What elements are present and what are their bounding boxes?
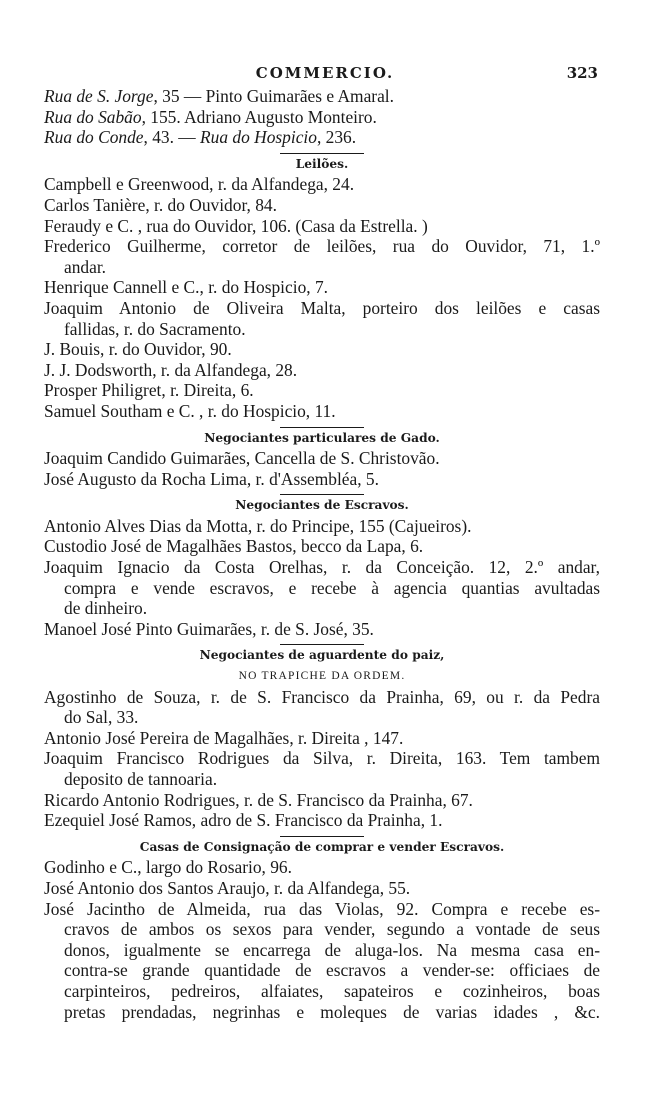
running-head — [0, 62, 650, 84]
entry-line: Ricardo Antonio Rodrigues, r. de S. Francisco da Prainha, 67. — [44, 789, 473, 810]
street-name: Rua do Sabão — [44, 106, 142, 127]
entry-line: Feraudy e C. , rua do Ouvidor, 106. (Casa da Estrella. ) — [44, 215, 428, 236]
entry-continuation: deposito de tannoaria. — [64, 769, 218, 789]
entry-continuation: carpinteiros, pedreiros, alfaiates, sapateiros e cozinheiros, boas — [64, 980, 600, 1001]
entry-line: Joaquim Ignacio da Costa Orelhas, r. da Conceição. 12, 2.º andar, — [44, 557, 600, 578]
entry-line: Agostinho de Souza, r. de S. Francisco da Prainha, 69, ou r. da Pedra — [44, 686, 600, 707]
address-line — [44, 86, 600, 107]
street-name: Rua de S. Jorge — [44, 86, 154, 106]
entry-continuation: cravos de ambos os sexos para vender, segundo a vontade de seus — [64, 919, 600, 940]
address-detail: , 155. Adriano Augusto Monteiro. — [141, 106, 377, 127]
entry-continuation: compra e vende escravos, e recebe à agencia quantias avultadas — [64, 577, 600, 598]
running-title: COMMERCIO. — [255, 64, 395, 82]
entry-line: Joaquim Francisco Rodrigues da Silva, r. Direita, 163. Tem tambem — [44, 748, 600, 769]
sections — [44, 154, 600, 1022]
entry-continuation: fallidas, r. do Sacramento. — [64, 318, 246, 339]
section-title: Negociantes particulares de Gado. — [204, 430, 440, 445]
street-name: Rua do Conde — [44, 127, 144, 148]
entry-line: José Jacintho de Almeida, rua das Violas, 92. Compra e recebe es- — [44, 898, 600, 919]
entry-line: J. Bouis, r. do Ouvidor, 90. — [44, 339, 232, 360]
entry-line: Carlos Tanière, r. do Ouvidor, 84. — [44, 194, 277, 215]
section-title: Negociantes de Escravos. — [235, 498, 409, 513]
entry-continuation: andar. — [64, 256, 107, 277]
address-line — [44, 107, 600, 128]
entry-line: Godinho e C., largo do Rosario, 96. — [44, 857, 292, 878]
section-title: Leilões. — [295, 156, 349, 171]
entry-line: José Antonio dos Santos Araujo, r. da Alfandega, 55. — [44, 877, 411, 898]
entry-line: J. J. Dodsworth, r. da Alfandega, 28. — [44, 359, 298, 380]
address-line — [44, 127, 600, 148]
body-text — [44, 86, 600, 1022]
entry-line: Ezequiel José Ramos, adro de S. Francisco da Prainha, 1. — [44, 810, 443, 831]
entry-line: Manoel José Pinto Guimarães, r. de S. José, 35. — [44, 618, 374, 639]
entry-line: Antonio José Pereira de Magalhães, r. Direita , 147. — [44, 727, 404, 748]
entry-line: Henrique Cannell e C., r. do Hospicio, 7. — [44, 277, 328, 298]
entry-continuation: do Sal, 33. — [64, 707, 139, 728]
entry-line: Joaquim Antonio de Oliveira Malta, porteiro dos leilões e casas — [44, 297, 600, 318]
section-title: Casas de Consignação de comprar e vender Escravos. — [139, 839, 505, 854]
entry-continuation: donos, igualmente se encarrega de aluga-los. Na mesma casa en- — [64, 939, 600, 960]
entry-line: Samuel Southam e C. , r. do Hospicio, 11. — [44, 400, 336, 421]
address-detail: , 236. — [316, 127, 357, 148]
entry-line: José Augusto da Rocha Lima, r. d'Assembléa, 5. — [44, 468, 379, 489]
address-detail: , 35 — Pinto Guimarães e Amaral. — [153, 86, 394, 106]
entry-line: Custodio José de Magalhães Bastos, becco da Lapa, 6. — [44, 536, 424, 557]
entry-line: Antonio Alves Dias da Motta, r. do Principe, 155 (Cajueiros). — [44, 515, 472, 536]
page-number: 323 — [566, 64, 598, 82]
section-title: Negociantes de aguardente do paiz, — [199, 648, 445, 663]
entry-continuation: de dinheiro. — [64, 598, 148, 619]
section-subtitle: NO TRAPICHE DA ORDEM. — [238, 670, 406, 683]
entry-line: Joaquim Candido Guimarães, Cancella de S. Christovão. — [44, 448, 440, 469]
entry-line: Frederico Guilherme, corretor de leilões, rua do Ouvidor, 71, 1.º — [44, 236, 600, 257]
entry-line: Campbell e Greenwood, r. da Alfandega, 24. — [44, 174, 355, 195]
street-name: Rua do Hospicio — [200, 127, 317, 148]
entry-continuation: contra-se grande quantidade de escravos a vender-se: officiaes de — [64, 960, 600, 981]
entry-line: Prosper Philigret, r. Direita, 6. — [44, 380, 254, 401]
entry-continuation: pretas prendadas, negrinhas e moleques de varias idades , &c. — [64, 1001, 600, 1022]
address-detail: , 43. — — [143, 127, 201, 148]
